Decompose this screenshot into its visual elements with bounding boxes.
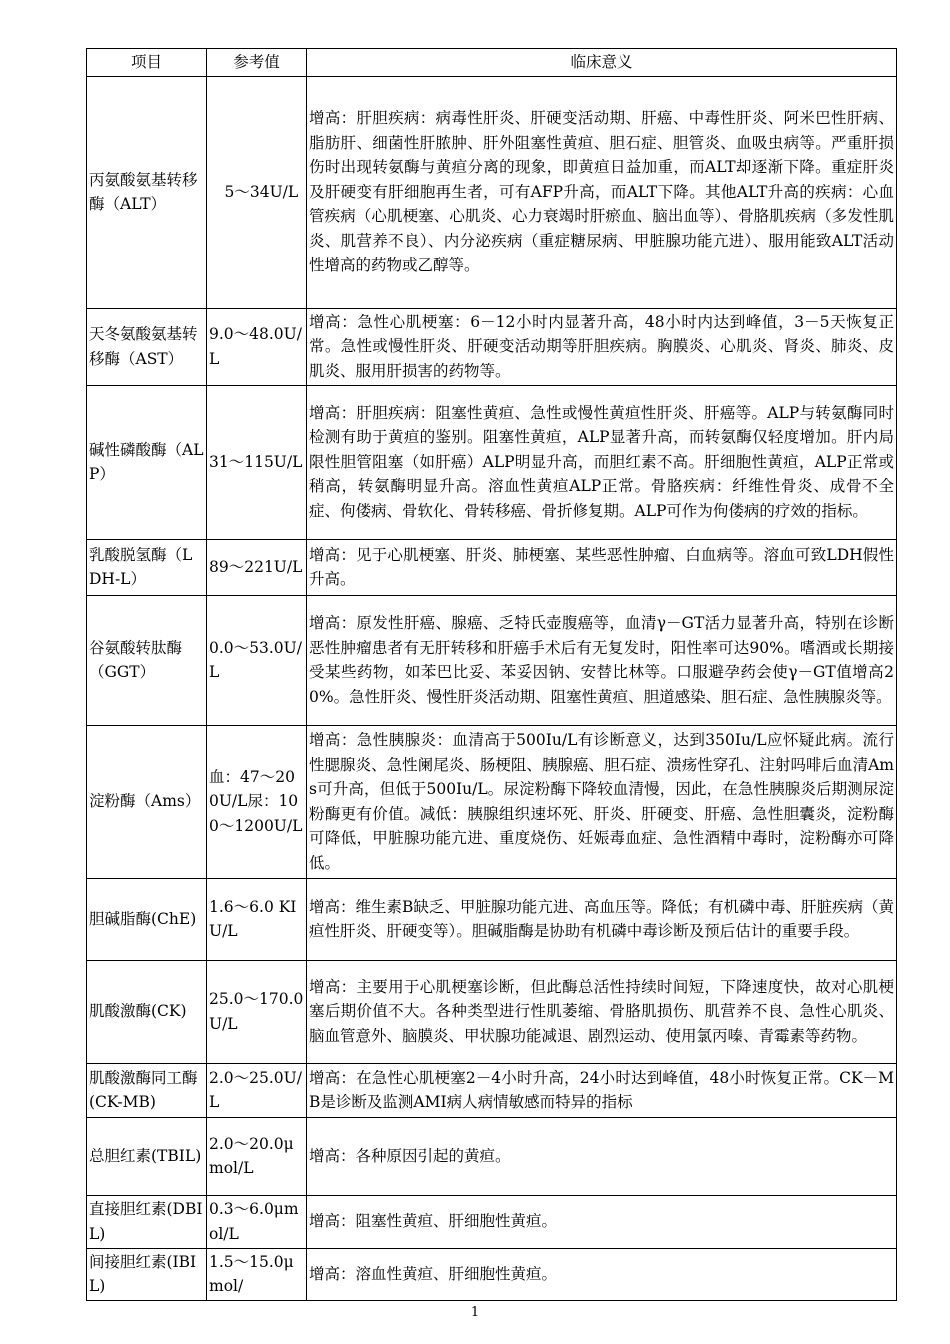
table-row [87, 1248, 897, 1300]
row-item: 碱性磷酸酶（ALP） [87, 385, 207, 539]
row-reference: 血：47～200U/L尿：100～1200U/L [207, 725, 307, 878]
lab-reference-table [86, 48, 897, 1301]
row-significance: 增高：原发性肝癌、腺癌、乏特氏壶腹癌等，血清γ－GT活力显著升高，特别在诊断恶性肿瘤患者有无肝转移和肝癌手术后有无复发时，阳性率可达90%。嗜酒或长期接受某些药物，如苯巴比妥、苯妥因钠、安替比林等。口服避孕药会使γ－GT值增高20%。急性肝炎、慢性肝炎活动期、阻塞性黄疸、胆道感染、胆石症、急性胰腺炎等。 [307, 595, 897, 725]
table-row [87, 595, 897, 725]
table-row [87, 960, 897, 1063]
table-row [87, 539, 897, 595]
row-item: 谷氨酸转肽酶（GGT） [87, 595, 207, 725]
row-reference: 31～115U/L [207, 385, 307, 539]
row-significance: 增高：溶血性黄疸、肝细胞性黄疸。 [307, 1248, 897, 1300]
row-significance: 增高：维生素B缺乏、甲脏腺功能亢进、高血压等。降低；有机磷中毒、肝脏疾病（黄疸性肝炎、肝硬变等）。胆碱脂酶是协助有机磷中毒诊断及预后估计的重要手段。 [307, 878, 897, 960]
row-significance: 增高：急性心肌梗塞：6－12小时内显著升高，48小时内达到峰值，3－5天恢复正常。急性或慢性肝炎、肝硬变活动期等肝胆疾病。胸膜炎、心肌炎、肾炎、肺炎、皮肌炎、服用肝损害的药物等。 [307, 308, 897, 385]
table-row [87, 308, 897, 385]
row-reference: 5～34U/L [207, 76, 307, 308]
table-row [87, 1117, 897, 1195]
row-reference: 2.0～20.0μmol/L [207, 1117, 307, 1195]
row-item: 总胆红素(TBIL) [87, 1117, 207, 1195]
row-item: 淀粉酶（Ams） [87, 725, 207, 878]
table-row [87, 385, 897, 539]
row-reference: 1.6～6.0 KIU/L [207, 878, 307, 960]
row-item: 丙氨酸氨基转移酶（ALT） [87, 76, 207, 308]
header-item: 项目 [87, 49, 207, 77]
row-reference: 25.0～170.0U/L [207, 960, 307, 1063]
table-row [87, 1063, 897, 1117]
row-item: 胆碱脂酶(ChE) [87, 878, 207, 960]
table-header-row [87, 49, 897, 77]
row-significance: 增高：阻塞性黄疸、肝细胞性黄疸。 [307, 1195, 897, 1248]
row-reference: 1.5～15.0μmol/ [207, 1248, 307, 1300]
row-significance: 增高：各种原因引起的黄疸。 [307, 1117, 897, 1195]
row-item: 直接胆红素(DBIL) [87, 1195, 207, 1248]
row-item: 肌酸激酶(CK) [87, 960, 207, 1063]
row-significance: 增高：肝胆疾病：病毒性肝炎、肝硬变活动期、肝癌、中毒性肝炎、阿米巴性肝病、脂肪肝、细菌性肝脓肿、肝外阻塞性黄疸、胆石症、胆管炎、血吸虫病等。严重肝损伤时出现转氨酶与黄疸分离的现象，即黄疸日益加重，而ALT却逐渐下降。重症肝炎及肝硬变有肝细胞再生者，可有AFP升高，而ALT下降。其他ALT升高的疾病：心血管疾病（心肌梗塞、心肌炎、心力衰竭时肝瘀血、脑出血等）、骨胳肌疾病（多发性肌炎、肌营养不良）、内分泌疾病（重症糖尿病、甲脏腺功能亢进）、服用能致ALT活动性增高的药物或乙醇等。 [307, 76, 897, 308]
row-reference: 0.0～53.0U/L [207, 595, 307, 725]
row-reference: 2.0～25.0U/L [207, 1063, 307, 1117]
row-significance: 增高：主要用于心肌梗塞诊断，但此酶总活性持续时间短，下降速度快，故对心肌梗塞后期价值不大。各种类型进行性肌萎缩、骨胳肌损伤、肌营养不良、急性心肌炎、脑血管意外、脑膜炎、甲状腺功能减退、剧烈运动、使用氯丙嗪、青霉素等药物。 [307, 960, 897, 1063]
row-item: 肌酸激酶同工酶(CK-MB) [87, 1063, 207, 1117]
table-row [87, 725, 897, 878]
row-item: 乳酸脱氢酶（LDH-L） [87, 539, 207, 595]
row-reference: 0.3～6.0μmol/L [207, 1195, 307, 1248]
row-reference: 9.0～48.0U/L [207, 308, 307, 385]
page-number: 1 [470, 1305, 480, 1320]
header-clinical-significance: 临床意义 [307, 49, 897, 77]
row-reference: 89～221U/L [207, 539, 307, 595]
row-significance: 增高：肝胆疾病：阻塞性黄疸、急性或慢性黄疸性肝炎、肝癌等。ALP与转氨酶同时检测有助于黄疸的鉴别。阻塞性黄疸，ALP显著升高，而转氨酶仅轻度增加。肝内局限性胆管阻塞（如肝癌）ALP明显升高，而胆红素不高。肝细胞性黄疸，ALP正常或稍高，转氨酶明显升高。溶血性黄疸ALP正常。骨胳疾病：纤维性骨炎、成骨不全症、佝偻病、骨软化、骨转移癌、骨折修复期。ALP可作为佝偻病的疗效的指标。 [307, 385, 897, 539]
table-row [87, 76, 897, 308]
table-row [87, 1195, 897, 1248]
row-significance: 增高：在急性心肌梗塞2－4小时升高，24小时达到峰值，48小时恢复正常。CK－MB是诊断及监测AMI病人病情敏感而特异的指标 [307, 1063, 897, 1117]
table-row [87, 878, 897, 960]
row-item: 天冬氨酸氨基转移酶（AST） [87, 308, 207, 385]
row-significance: 增高：急性胰腺炎：血清高于500Iu/L有诊断意义，达到350Iu/L应怀疑此病。流行性腮腺炎、急性阑尾炎、肠梗阻、胰腺癌、胆石症、溃疡性穿孔、注射吗啡后血清Ams可升高，但低于500Iu/L。尿淀粉酶下降较血清慢，因此，在急性胰腺炎后期测尿淀粉酶更有价值。减低：胰腺组织速坏死、肝炎、肝硬变、肝癌、急性胆囊炎，淀粉酶可降低，甲脏腺功能亢进、重度烧伤、妊娠毒血症、急性酒精中毒时，淀粉酶亦可降低。 [307, 725, 897, 878]
header-reference: 参考值 [207, 49, 307, 77]
row-significance: 增高：见于心肌梗塞、肝炎、肺梗塞、某些恶性肿瘤、白血病等。溶血可致LDH假性升高。 [307, 539, 897, 595]
row-item: 间接胆红素(IBIL) [87, 1248, 207, 1300]
